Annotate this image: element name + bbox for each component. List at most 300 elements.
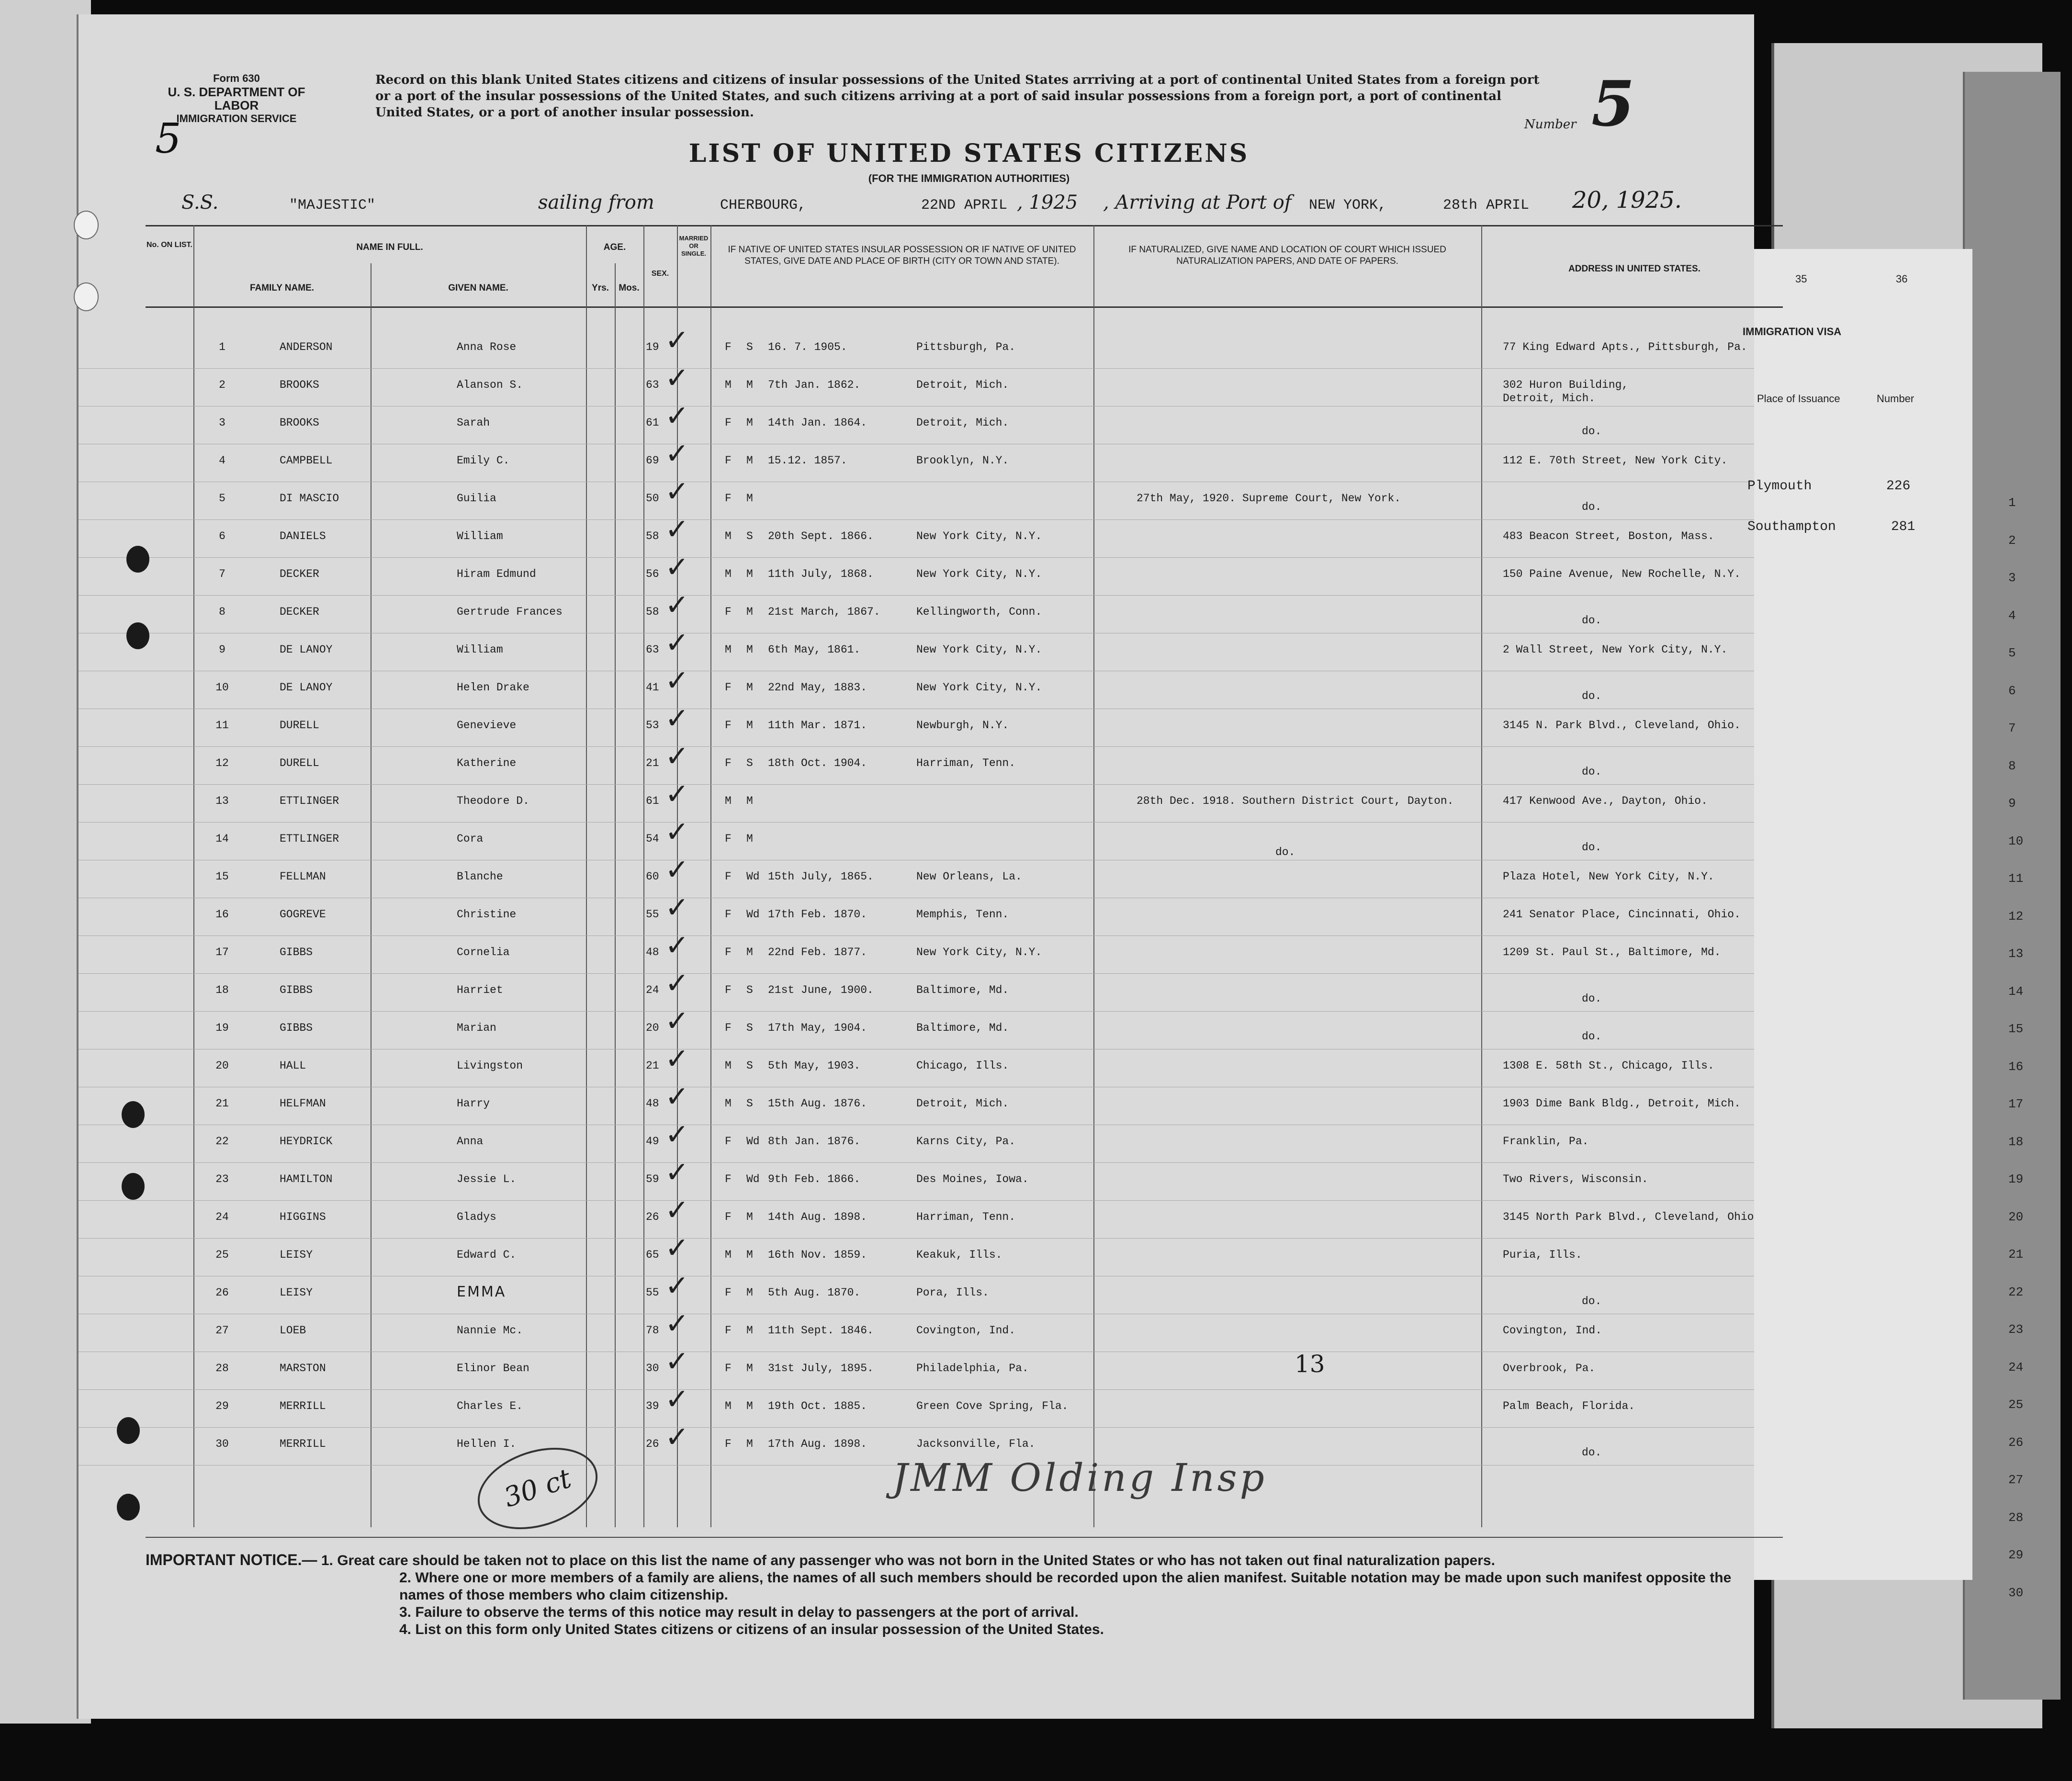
column-header-rule bbox=[146, 306, 1783, 308]
marital-status: M bbox=[746, 1438, 753, 1450]
check-mark-icon: ✓ bbox=[665, 1307, 689, 1341]
naturalization: 28th Dec. 1918. Southern District Court, Dayton. bbox=[1137, 795, 1454, 807]
age-years: 26 bbox=[646, 1438, 659, 1450]
table-row bbox=[79, 1383, 1754, 1428]
sex: F bbox=[725, 492, 732, 505]
age-years: 61 bbox=[646, 417, 659, 429]
table-row bbox=[79, 929, 1754, 974]
birth-date: 9th Feb. 1866. bbox=[768, 1173, 861, 1185]
birth-date: 15th July, 1865. bbox=[768, 870, 874, 883]
given-name: Harry bbox=[457, 1097, 490, 1110]
birth-place: New Orleans, La. bbox=[916, 870, 1022, 883]
margin-number: 12 bbox=[2008, 909, 2024, 924]
family-name: GIBBS bbox=[280, 984, 313, 996]
check-mark-icon: ✓ bbox=[665, 853, 689, 887]
birth-place: New York City, N.Y. bbox=[916, 643, 1042, 656]
age-years: 54 bbox=[646, 833, 659, 845]
birth-place: New York City, N.Y. bbox=[916, 530, 1042, 542]
visa-number-header: Number bbox=[1877, 393, 1914, 405]
given-name: Marian bbox=[457, 1022, 496, 1034]
punch-hole bbox=[117, 1417, 140, 1444]
manifest-page bbox=[77, 14, 1754, 1719]
given-name: EMMA bbox=[457, 1284, 507, 1300]
visa-header: IMMIGRATION VISA bbox=[1743, 326, 1842, 338]
marital-status: S bbox=[746, 1060, 753, 1072]
check-mark-icon: ✓ bbox=[665, 475, 689, 508]
family-name: DECKER bbox=[280, 568, 319, 580]
address: Puria, Ills. bbox=[1503, 1249, 1582, 1261]
address: 417 Kenwood Ave., Dayton, Ohio. bbox=[1503, 795, 1708, 807]
family-name: DURELL bbox=[280, 757, 319, 769]
arrival-date: 28th APRIL bbox=[1443, 197, 1530, 214]
row-number: 26 bbox=[215, 1286, 229, 1299]
marital-status: S bbox=[746, 1022, 753, 1034]
sex: F bbox=[725, 1438, 732, 1450]
sex: F bbox=[725, 908, 732, 921]
table-row bbox=[79, 1080, 1754, 1125]
age-years: 63 bbox=[646, 379, 659, 391]
list-number: 5 bbox=[1591, 67, 1635, 140]
birth-place: Baltimore, Md. bbox=[916, 1022, 1009, 1034]
row-number: 19 bbox=[215, 1022, 229, 1034]
family-name: FELLMAN bbox=[280, 870, 326, 883]
check-mark-icon: ✓ bbox=[665, 702, 689, 735]
age-years: 48 bbox=[646, 1097, 659, 1110]
margin-number: 19 bbox=[2008, 1172, 2024, 1186]
col-given-header: GIVEN NAME. bbox=[448, 283, 508, 293]
table-row bbox=[79, 1042, 1754, 1087]
naturalization: 27th May, 1920. Supreme Court, New York. bbox=[1137, 492, 1401, 505]
row-number: 13 bbox=[215, 795, 229, 807]
arrival-year: 20, 1925. bbox=[1572, 187, 1682, 214]
service-name: IMMIGRATION SERVICE bbox=[176, 113, 297, 124]
birth-place: Karns City, Pa. bbox=[916, 1135, 1016, 1148]
punch-hole bbox=[117, 1494, 140, 1521]
page-title: LIST OF UNITED STATES CITIZENS bbox=[688, 139, 1250, 168]
address: Franklin, Pa. bbox=[1503, 1135, 1589, 1148]
number-label: Number bbox=[1524, 117, 1577, 132]
check-mark-icon: ✓ bbox=[665, 1269, 689, 1303]
row-number: 15 bbox=[215, 870, 229, 883]
form-number: Form 630 bbox=[213, 72, 260, 84]
punch-hole bbox=[74, 211, 99, 239]
age-years: 41 bbox=[646, 681, 659, 694]
table-row bbox=[79, 967, 1754, 1012]
birth-place: Pora, Ills. bbox=[916, 1286, 989, 1299]
sex: F bbox=[725, 681, 732, 694]
col-naturalized-header: IF NATURALIZED, GIVE NAME AND LOCATION OF COURT WHICH ISSUED NATURALIZATION PAPERS, AND DATE OF PAPERS. bbox=[1128, 245, 1446, 266]
sailing-label: sailing from bbox=[538, 192, 654, 214]
row-number: 4 bbox=[219, 454, 225, 467]
sex: F bbox=[725, 946, 732, 958]
sex: F bbox=[725, 870, 732, 883]
address: 2 Wall Street, New York City, N.Y. bbox=[1503, 643, 1728, 656]
sex: F bbox=[725, 1324, 732, 1337]
age-years: 63 bbox=[646, 643, 659, 656]
age-years: 39 bbox=[646, 1400, 659, 1412]
table-row bbox=[79, 1307, 1754, 1352]
given-name: Nannie Mc. bbox=[457, 1324, 523, 1337]
col-36-header: 36 bbox=[1896, 273, 1908, 285]
check-mark-icon: ✓ bbox=[665, 1345, 689, 1378]
margin-number: 8 bbox=[2008, 758, 2016, 773]
address: do. bbox=[1582, 690, 1602, 702]
check-mark-icon: ✓ bbox=[665, 1118, 689, 1151]
notice-item-3: 3. Failure to observe the terms of this notice may result in delay to passengers at the port of arrival. bbox=[399, 1604, 1079, 1620]
check-mark-icon: ✓ bbox=[665, 1383, 689, 1416]
birth-place: Jacksonville, Fla. bbox=[916, 1438, 1036, 1450]
sex: F bbox=[725, 454, 732, 467]
marital-status: M bbox=[746, 379, 753, 391]
visa-panel bbox=[1723, 249, 1972, 1580]
row-number: 8 bbox=[219, 606, 225, 618]
marital-status: M bbox=[746, 1286, 753, 1299]
row-number: 25 bbox=[215, 1249, 229, 1261]
ship-name: "MAJESTIC" bbox=[289, 197, 376, 214]
birth-date: 22nd Feb. 1877. bbox=[768, 946, 867, 958]
family-name: DANIELS bbox=[280, 530, 326, 542]
check-mark-icon: ✓ bbox=[665, 1420, 689, 1454]
given-name: Edward C. bbox=[457, 1249, 517, 1261]
sex: F bbox=[725, 719, 732, 732]
marital-status: M bbox=[746, 568, 753, 580]
marital-status: S bbox=[746, 341, 753, 353]
family-name: BROOKS bbox=[280, 379, 319, 391]
check-mark-icon: ✓ bbox=[665, 588, 689, 622]
birth-date: 5th May, 1903. bbox=[768, 1060, 861, 1072]
birth-place: Des Moines, Iowa. bbox=[916, 1173, 1029, 1185]
margin-number: 3 bbox=[2008, 571, 2016, 585]
birth-date: 11th July, 1868. bbox=[768, 568, 874, 580]
table-row bbox=[79, 437, 1754, 482]
given-name: Jessie L. bbox=[457, 1173, 517, 1185]
sex: F bbox=[725, 1135, 732, 1148]
birth-place: Kellingworth, Conn. bbox=[916, 606, 1042, 618]
form-instructions: Record on this blank United States citizens and citizens of insular possessions of the United States arrriving at a port of continental United States from a foreign port or a port of the insular possessions of the United States, and such citizens arriving at a port of said insular possessions from a foreign port, a port of continental United States, or a port of another insular possession. bbox=[375, 73, 1540, 120]
birth-place: Keakuk, Ills. bbox=[916, 1249, 1002, 1261]
birth-date: 20th Sept. 1866. bbox=[768, 530, 874, 542]
birth-place: Detroit, Mich. bbox=[916, 1097, 1009, 1110]
given-name: Theodore D. bbox=[457, 795, 529, 807]
check-mark-icon: ✓ bbox=[665, 1156, 689, 1189]
col-family-header: FAMILY NAME. bbox=[249, 283, 315, 293]
margin-number: 30 bbox=[2008, 1585, 2024, 1600]
check-mark-icon: ✓ bbox=[665, 740, 689, 773]
check-mark-icon: ✓ bbox=[665, 1004, 689, 1038]
col-no-header: No. ON LIST. bbox=[146, 241, 192, 249]
address: 3145 N. Park Blvd., Cleveland, Ohio. bbox=[1503, 719, 1741, 732]
row-number: 21 bbox=[215, 1097, 229, 1110]
birth-date: 15th Aug. 1876. bbox=[768, 1097, 867, 1110]
address: do. bbox=[1582, 992, 1602, 1005]
row-number: 1 bbox=[219, 341, 225, 353]
age-years: 21 bbox=[646, 1060, 659, 1072]
row-number: 5 bbox=[219, 492, 225, 505]
given-name: Emily C. bbox=[457, 454, 510, 467]
margin-number: 10 bbox=[2008, 834, 2024, 848]
table-row bbox=[79, 1194, 1754, 1239]
birth-date: 5th Aug. 1870. bbox=[768, 1286, 861, 1299]
marital-status: S bbox=[746, 984, 753, 996]
address: 1308 E. 58th St., Chicago, Ills. bbox=[1503, 1060, 1714, 1072]
marital-status: M bbox=[746, 1324, 753, 1337]
birth-date: 7th Jan. 1862. bbox=[768, 379, 861, 391]
check-mark-icon: ✓ bbox=[665, 778, 689, 811]
marital-status: M bbox=[746, 795, 753, 807]
given-name: Alanson S. bbox=[457, 379, 523, 391]
family-name: HEYDRICK bbox=[280, 1135, 333, 1148]
sex: M bbox=[725, 643, 732, 656]
punch-hole bbox=[122, 1173, 145, 1200]
marital-status: Wd bbox=[746, 1173, 760, 1185]
address: 483 Beacon Street, Boston, Mass. bbox=[1503, 530, 1714, 542]
address: 1209 St. Paul St., Baltimore, Md. bbox=[1503, 946, 1721, 958]
check-mark-icon: ✓ bbox=[665, 1080, 689, 1114]
sex: M bbox=[725, 1097, 732, 1110]
visa-number-2: 281 bbox=[1891, 519, 1915, 534]
margin-number: 17 bbox=[2008, 1097, 2024, 1111]
address: Covington, Ind. bbox=[1503, 1324, 1602, 1337]
notice-rule bbox=[146, 1537, 1783, 1538]
col-age-header: AGE. bbox=[603, 242, 626, 252]
row-number: 29 bbox=[215, 1400, 229, 1412]
given-name: William bbox=[457, 530, 503, 542]
check-mark-icon: ✓ bbox=[665, 513, 689, 546]
birth-place: Baltimore, Md. bbox=[916, 984, 1009, 996]
row-number: 18 bbox=[215, 984, 229, 996]
table-row bbox=[79, 513, 1754, 558]
sex: M bbox=[725, 1400, 732, 1412]
marital-status: M bbox=[746, 1211, 753, 1223]
given-name: Hiram Edmund bbox=[457, 568, 536, 580]
age-years: 58 bbox=[646, 530, 659, 542]
sex: F bbox=[725, 984, 732, 996]
address-line-2: Detroit, Mich. bbox=[1503, 392, 1596, 405]
col-mos-header: Mos. bbox=[619, 283, 640, 293]
check-mark-icon: ✓ bbox=[665, 664, 689, 698]
sex: F bbox=[725, 833, 732, 845]
address: do. bbox=[1582, 766, 1602, 778]
sex: M bbox=[725, 379, 732, 391]
family-name: GOGREVE bbox=[280, 908, 326, 921]
address: 3145 North Park Blvd., Cleveland, Ohio bbox=[1503, 1211, 1754, 1223]
check-mark-icon: ✓ bbox=[665, 551, 689, 584]
age-years: 26 bbox=[646, 1211, 659, 1223]
birth-date: 16th Nov. 1859. bbox=[768, 1249, 867, 1261]
family-name: DE LANOY bbox=[280, 681, 333, 694]
sex: F bbox=[725, 1211, 732, 1223]
table-row bbox=[79, 1231, 1754, 1276]
family-name: ETTLINGER bbox=[280, 833, 339, 845]
table-row bbox=[79, 626, 1754, 671]
family-name: HIGGINS bbox=[280, 1211, 326, 1223]
birth-date: 18th Oct. 1904. bbox=[768, 757, 867, 769]
address: do. bbox=[1582, 841, 1602, 854]
row-number: 17 bbox=[215, 946, 229, 958]
age-years: 59 bbox=[646, 1173, 659, 1185]
sex: F bbox=[725, 1173, 732, 1185]
table-row bbox=[79, 664, 1754, 709]
address: 302 Huron Building, bbox=[1503, 379, 1629, 391]
table-row bbox=[79, 891, 1754, 936]
address: Two Rivers, Wisconsin. bbox=[1503, 1173, 1648, 1185]
sex: M bbox=[725, 1249, 732, 1261]
row-number: 12 bbox=[215, 757, 229, 769]
given-name: Anna bbox=[457, 1135, 484, 1148]
table-row bbox=[79, 740, 1754, 785]
margin-number: 20 bbox=[2008, 1209, 2024, 1224]
address: do. bbox=[1582, 501, 1602, 513]
marital-status: M bbox=[746, 1362, 753, 1375]
address: 77 King Edward Apts., Pittsburgh, Pa. bbox=[1503, 341, 1747, 353]
margin-number: 26 bbox=[2008, 1435, 2024, 1450]
given-name: Blanche bbox=[457, 870, 503, 883]
visa-place-2: Southampton bbox=[1747, 519, 1836, 534]
header-rule bbox=[146, 225, 1783, 226]
birth-date: 6th May, 1861. bbox=[768, 643, 861, 656]
check-mark-icon: ✓ bbox=[665, 626, 689, 660]
margin-number: 14 bbox=[2008, 984, 2024, 999]
address: 1903 Dime Bank Bldg., Detroit, Mich. bbox=[1503, 1097, 1741, 1110]
family-name: MERRILL bbox=[280, 1438, 326, 1450]
check-mark-icon: ✓ bbox=[665, 399, 689, 433]
department-name: U. S. DEPARTMENT OF LABOR bbox=[168, 85, 305, 113]
family-name: HAMILTON bbox=[280, 1173, 333, 1185]
birth-place: Detroit, Mich. bbox=[916, 379, 1009, 391]
table-row bbox=[79, 399, 1754, 444]
col-name-header: NAME IN FULL. bbox=[356, 242, 423, 252]
address: do. bbox=[1582, 1030, 1602, 1043]
inspector-signature: JMM Olding Insp bbox=[892, 1455, 1267, 1500]
sex: F bbox=[725, 757, 732, 769]
age-years: 69 bbox=[646, 454, 659, 467]
sex: F bbox=[725, 417, 732, 429]
check-mark-icon: ✓ bbox=[665, 967, 689, 1000]
sex: F bbox=[725, 1286, 732, 1299]
notice-item-2: 2. Where one or more members of a family are aliens, the names of all such members should be recorded upon the alien manifest. Suitable notation may be made upon such manifest opposite the names of those members who claim citizenship. bbox=[399, 1570, 1732, 1603]
margin-number: 25 bbox=[2008, 1398, 2024, 1412]
given-name: Cora bbox=[457, 833, 484, 845]
table-row bbox=[79, 1156, 1754, 1201]
marital-status: M bbox=[746, 681, 753, 694]
age-years: 20 bbox=[646, 1022, 659, 1034]
check-mark-icon: ✓ bbox=[665, 361, 689, 395]
check-mark-icon: ✓ bbox=[665, 815, 689, 849]
given-name: Katherine bbox=[457, 757, 517, 769]
family-name: HELFMAN bbox=[280, 1097, 326, 1110]
sex: M bbox=[725, 1060, 732, 1072]
page-subtitle: (FOR THE IMMIGRATION AUTHORITIES) bbox=[868, 172, 1070, 184]
table-row bbox=[79, 475, 1754, 520]
margin-number: 27 bbox=[2008, 1473, 2024, 1487]
sex: F bbox=[725, 1362, 732, 1375]
check-mark-icon: ✓ bbox=[665, 324, 689, 357]
address: 241 Senator Place, Cincinnati, Ohio. bbox=[1503, 908, 1741, 921]
col-address-header: ADDRESS IN UNITED STATES. bbox=[1568, 264, 1700, 274]
marital-status: M bbox=[746, 417, 753, 429]
margin-number: 28 bbox=[2008, 1510, 2024, 1525]
given-name: Gertrude Frances bbox=[457, 606, 563, 618]
marital-status: M bbox=[746, 1249, 753, 1261]
margin-number: 6 bbox=[2008, 683, 2016, 698]
birth-place: Philadelphia, Pa. bbox=[916, 1362, 1029, 1375]
age-years: 78 bbox=[646, 1324, 659, 1337]
given-name: Gladys bbox=[457, 1211, 496, 1223]
table-row bbox=[79, 1004, 1754, 1049]
table-row bbox=[79, 1345, 1754, 1390]
birth-date: 8th Jan. 1876. bbox=[768, 1135, 861, 1148]
birth-date: 19th Oct. 1885. bbox=[768, 1400, 867, 1412]
sex: F bbox=[725, 606, 732, 618]
family-name: LEISY bbox=[280, 1286, 313, 1299]
row-number: 28 bbox=[215, 1362, 229, 1375]
age-years: 65 bbox=[646, 1249, 659, 1261]
row-number: 11 bbox=[215, 719, 229, 732]
birth-place: Harriman, Tenn. bbox=[916, 757, 1016, 769]
address: do. bbox=[1582, 1446, 1602, 1459]
given-name: Livingston bbox=[457, 1060, 523, 1072]
marital-status: S bbox=[746, 1097, 753, 1110]
col-35-header: 35 bbox=[1795, 273, 1807, 285]
col-sex-header: SEX. bbox=[651, 270, 669, 278]
circled-note: 30 ct bbox=[467, 1433, 608, 1544]
marital-status: Wd bbox=[746, 870, 760, 883]
age-years: 60 bbox=[646, 870, 659, 883]
margin-number: 11 bbox=[2008, 871, 2024, 886]
table-row bbox=[79, 361, 1754, 406]
row-number: 9 bbox=[219, 643, 225, 656]
address: do. bbox=[1582, 1295, 1602, 1308]
birth-date: 17th Aug. 1898. bbox=[768, 1438, 867, 1450]
row-number: 7 bbox=[219, 568, 225, 580]
given-name: Christine bbox=[457, 908, 517, 921]
table-row bbox=[79, 324, 1754, 369]
family-name: BROOKS bbox=[280, 417, 319, 429]
visa-place-1: Plymouth bbox=[1747, 479, 1812, 494]
page-number: 13 bbox=[1295, 1350, 1325, 1378]
row-number: 23 bbox=[215, 1173, 229, 1185]
table-row bbox=[79, 853, 1754, 898]
table-row bbox=[79, 551, 1754, 596]
table-row bbox=[79, 1269, 1754, 1314]
family-name: MERRILL bbox=[280, 1400, 326, 1412]
marital-status: S bbox=[746, 757, 753, 769]
col-birth-header: IF NATIVE OF UNITED STATES INSULAR POSSESSION OR IF NATIVE OF UNITED STATES, GIVE DATE AND PLACE OF BIRTH (CITY OR TOWN AND STATE). bbox=[728, 245, 1076, 266]
age-years: 50 bbox=[646, 492, 659, 505]
birth-date: 14th Aug. 1898. bbox=[768, 1211, 867, 1223]
birth-date: 11th Sept. 1846. bbox=[768, 1324, 874, 1337]
naturalization: do. bbox=[1275, 846, 1295, 858]
birth-place: New York City, N.Y. bbox=[916, 568, 1042, 580]
handwritten-mark: 5 bbox=[155, 115, 181, 163]
margin-number: 21 bbox=[2008, 1247, 2024, 1262]
marital-status: Wd bbox=[746, 1135, 760, 1148]
family-name: GIBBS bbox=[280, 946, 313, 958]
given-name: Guilia bbox=[457, 492, 496, 505]
margin-number: 15 bbox=[2008, 1022, 2024, 1036]
family-name: DI MASCIO bbox=[280, 492, 339, 505]
table-row bbox=[79, 588, 1754, 633]
given-name: Cornelia bbox=[457, 946, 510, 958]
address: Palm Beach, Florida. bbox=[1503, 1400, 1635, 1412]
age-years: 55 bbox=[646, 1286, 659, 1299]
address: do. bbox=[1582, 614, 1602, 627]
age-years: 53 bbox=[646, 719, 659, 732]
family-name: DURELL bbox=[280, 719, 319, 732]
row-number: 6 bbox=[219, 530, 225, 542]
birth-date: 21st June, 1900. bbox=[768, 984, 874, 996]
table-row bbox=[79, 702, 1754, 747]
